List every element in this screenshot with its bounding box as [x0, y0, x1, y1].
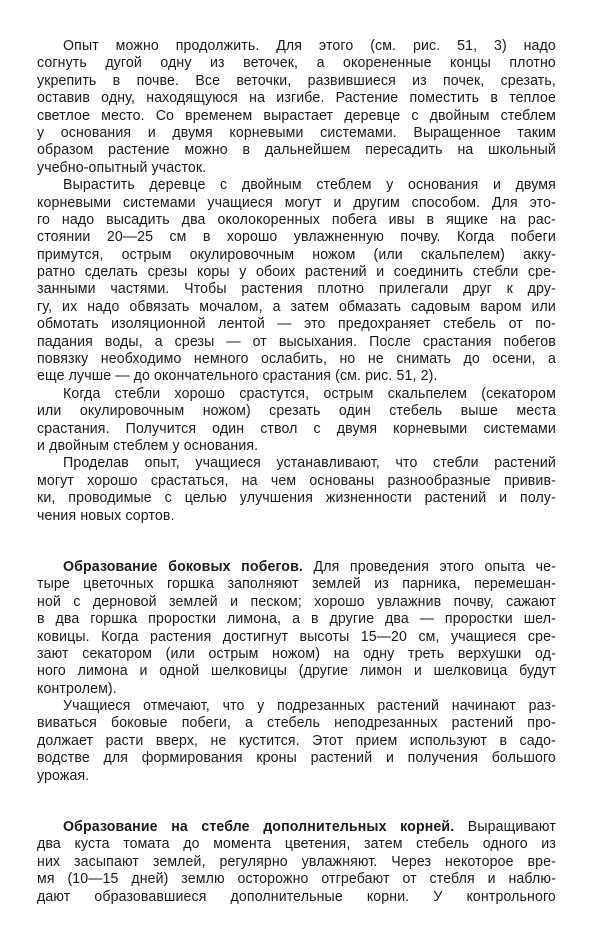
text-line: ного лимона и одной шелковицы (другие лимон и шелковица будут [37, 662, 556, 680]
text-line: Учащиеся отмечают, что у подрезанных растений начинают раз- [63, 697, 556, 715]
text-line: падания воды, а срезы — от высыхания. После срастания побегов [37, 332, 556, 350]
section-gap [37, 784, 556, 818]
text-line: в два горшка проростки лимона, а в другие два — проростки шел- [37, 610, 556, 628]
section-gap [37, 524, 556, 558]
text-line: ковицы. Когда растения достигнут высоты 15—20 см, учащиеся сре- [37, 627, 556, 645]
text-line: образом растение можно в дальнейшем пересадить на школьный [37, 141, 556, 159]
text-line: гу, их надо обвязать мочалом, а затем обмазать садовым варом или [37, 297, 556, 315]
text-line: еще лучше — до окончательного срастания (см. рис. 51, 2). [37, 367, 438, 385]
text-line: ратно сделать срезы коры у обоих растений и соединить стебли сре- [37, 263, 556, 281]
text-line: повязку необходимо немного ослабить, но не снимать до осени, а [37, 350, 556, 368]
text-line: них засыпают землей, регулярно увлажняют. Через некоторое вре- [37, 852, 556, 870]
section-heading: Образование на стебле дополнительных корней. [63, 818, 455, 836]
text-line: обмотать изоляционной лентой — это предохраняет стебель от по- [37, 315, 556, 333]
text-line: стоянии 20—25 см в хорошо увлажненную почву. Когда побеги [37, 228, 556, 246]
text-line: Когда стебли хорошо срастутся, острым скальпелем (секатором [63, 384, 556, 402]
text-line: водстве для формирования кроны растений и получения большого [37, 749, 556, 767]
text-line: и двойным стеблем у основания. [37, 436, 259, 454]
text-line: светлое место. Со временем вырастает деревце с двойным стеблем [37, 106, 556, 124]
text-line: виваться боковые побеги, а стебель неподрезанных растений про- [37, 714, 556, 732]
heading-line-rest: Для проведения этого опыта че- [302, 557, 556, 575]
text-line: контролем). [37, 679, 117, 697]
text-line: занными частями. Чтобы растения плотно прилегали друг к дру- [37, 280, 556, 298]
text-line: ки, проводимые с целью улучшения жизненности растений и полу- [37, 489, 556, 507]
text-line: Проделав опыт, учащиеся устанавливают, что стебли растений [63, 454, 556, 472]
text-line: ной с дерновой землей и песком; хорошо увлажнив почву, сажают [37, 592, 556, 610]
text-line: укрепить в почве. Все веточки, развившиеся из почек, срезать, [37, 71, 556, 89]
text-line: два куста томата до момента цветения, затем стебель одного из [37, 835, 556, 853]
text-line: могут хорошо срастаться, на чем основаны разнообразные привив- [37, 471, 556, 489]
text-line: тыре цветочных горшка заполняют землей из парника, перемешан- [37, 575, 556, 593]
text-line [37, 818, 556, 835]
text-line: у основания и двумя корневыми системами. Выращенное таким [37, 123, 556, 141]
text-line: зают секатором (или острым ножом) на одну треть верхушки од- [37, 644, 556, 662]
heading-line-rest: Выращивают [454, 818, 556, 836]
paragraph-2 [37, 176, 556, 385]
text-line: или окулировочным ножом) срезать один стебель выше места [37, 402, 556, 420]
paragraph-3 [37, 385, 556, 455]
text-line: срастания. Получится один ствол с двумя корневыми системами [37, 419, 556, 437]
text-line: согнуть дугой одну из веточек, а окорененные концы плотно [37, 54, 556, 72]
text-line: примутся, острым окулировочным ножом (или скальпелем) акку- [37, 245, 556, 263]
text-line: урожая. [37, 766, 90, 784]
book-page [37, 37, 556, 905]
text-line [37, 558, 556, 575]
text-line: учебно-опытный участок. [37, 158, 207, 176]
text-line: оставив одну, находящуюся на изгибе. Растение поместить в теплое [37, 89, 556, 107]
text-line: должает расти вверх, не кустится. Этот прием используют в садо- [37, 731, 556, 749]
text-line: Опыт можно продолжить. Для этого (см. рис. 51, 3) надо [63, 37, 556, 54]
paragraph-6 [37, 697, 556, 784]
section-lateral-shoots [37, 558, 556, 697]
text-line: дают образовавшиеся дополнительные корни. У контрольного [37, 887, 556, 905]
text-line: чения новых сортов. [37, 506, 175, 524]
text-line: Вырастить деревце с двойным стеблем у основания и двумя [63, 176, 556, 194]
section-additional-roots [37, 818, 556, 905]
paragraph-1 [37, 37, 556, 176]
paragraph-4 [37, 454, 556, 524]
text-line: го надо высадить два околокоренных побега ивы в ящике на рас- [37, 210, 556, 228]
text-line: мя (10—15 дней) землю осторожно отгребают от стебля и наблю- [37, 870, 556, 888]
text-line: корневыми системами учащиеся могут и другим способом. Для это- [37, 193, 556, 211]
section-heading: Образование боковых побегов. [63, 557, 303, 575]
